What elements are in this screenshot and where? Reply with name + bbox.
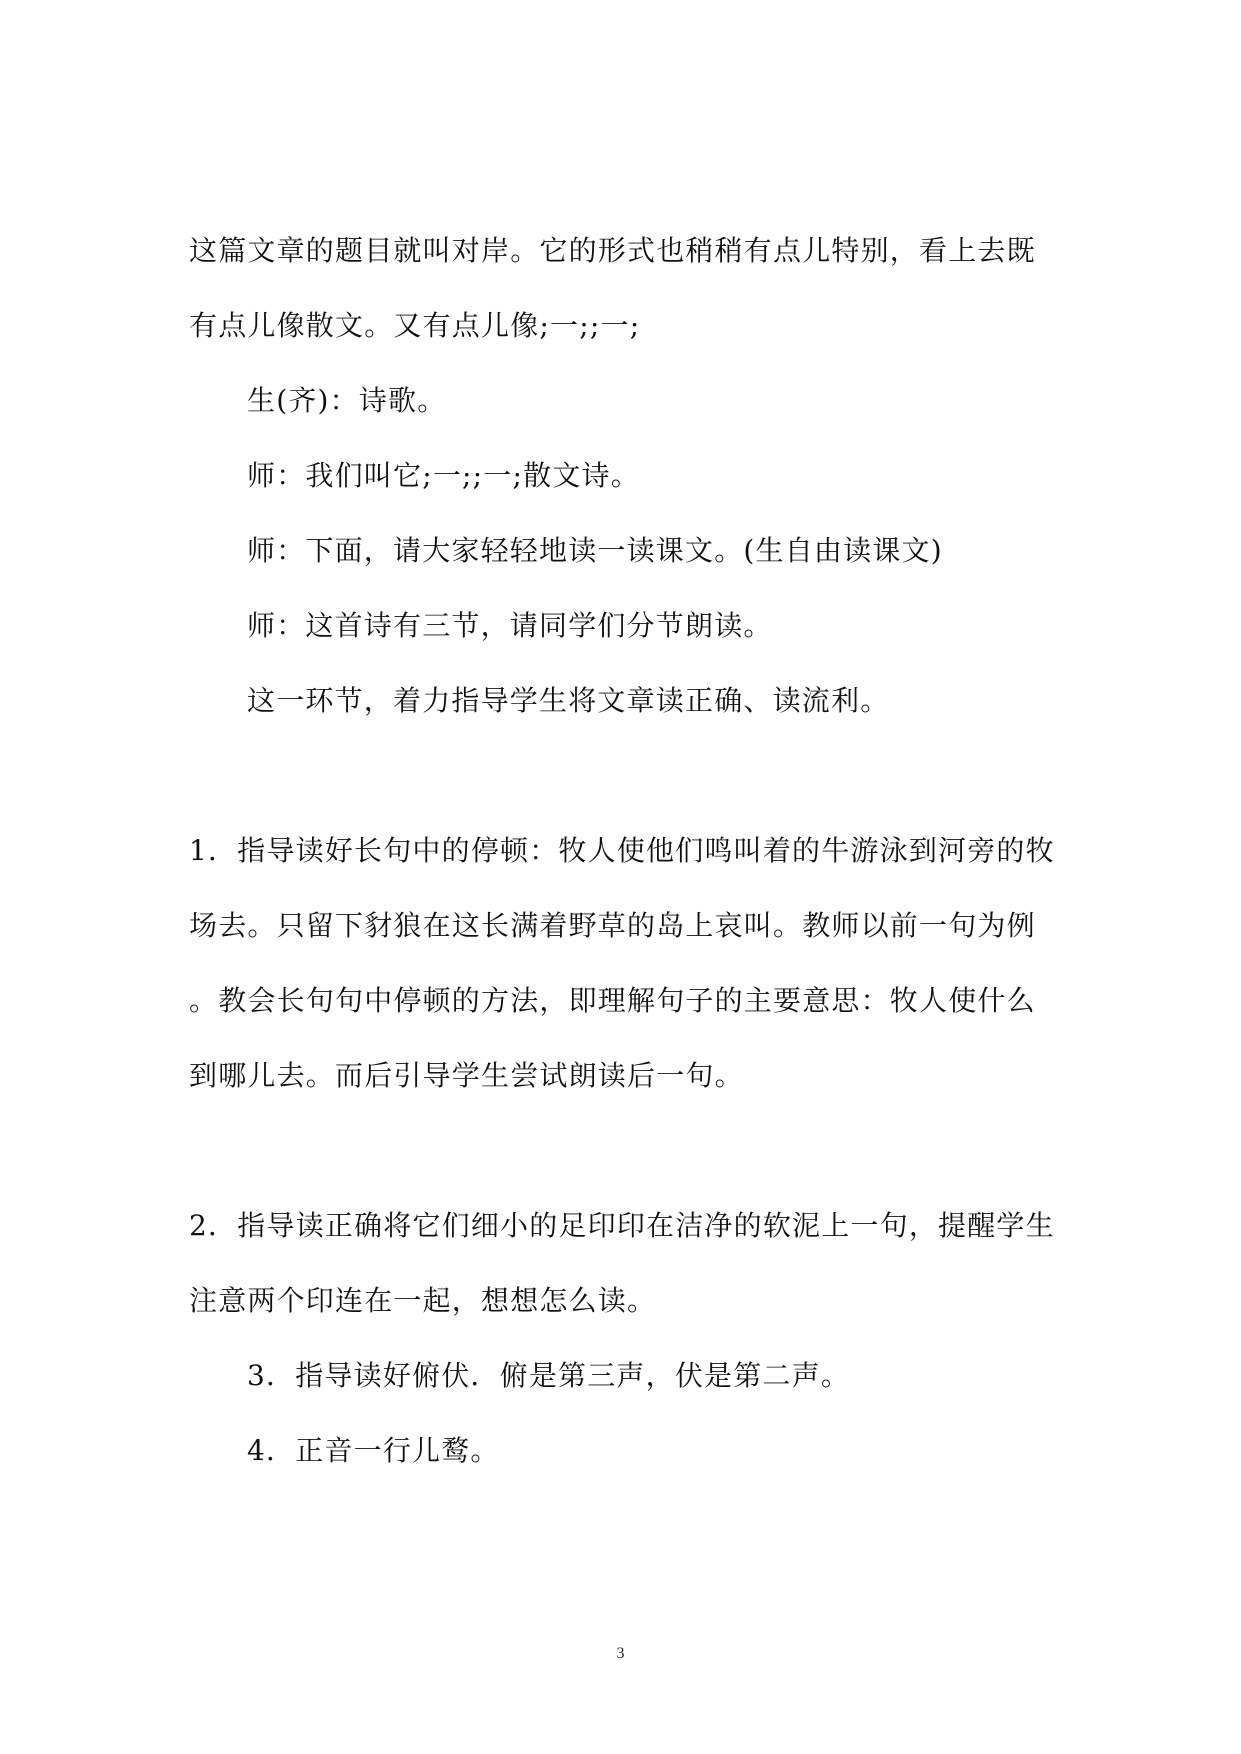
paragraph-line: 师：这首诗有三节，请同学们分节朗读。 (247, 609, 773, 642)
paragraph-line: 这一环节，着力指导学生将文章读正确、读流利。 (247, 684, 890, 717)
list-item-line: 4．正音一行儿鹜。 (247, 1434, 500, 1467)
paragraph-line: 师：下面，请大家轻轻地读一读课文。(生自由读课文) (247, 534, 943, 567)
list-item-line: 场去。只留下豺狼在这长满着野草的岛上哀叫。教师以前一句为例 (189, 909, 1036, 942)
paragraph-line: 生(齐)：诗歌。 (247, 384, 447, 417)
list-item-line: 。教会长句句中停顿的方法，即理解句子的主要意思：牧人使什么 (189, 984, 1036, 1017)
list-item-line: 3．指导读好俯伏．俯是第三声，伏是第二声。 (247, 1359, 851, 1392)
paragraph-line: 师：我们叫它;一;;一;散文诗。 (247, 459, 640, 492)
list-item-line: 1．指导读好长句中的停顿：牧人使他们鸣叫着的牛游泳到河旁的牧 (189, 834, 1055, 867)
list-item-line: 注意两个印连在一起，想想怎么读。 (189, 1284, 657, 1317)
paragraph-line: 这篇文章的题目就叫对岸。它的形式也稍稍有点儿特别，看上去既 (189, 234, 1036, 267)
list-item-line: 2．指导读正确将它们细小的足印印在洁净的软泥上一句，提醒学生 (189, 1209, 1055, 1242)
paragraph-line: 有点儿像散文。又有点儿像;一;;一; (189, 309, 641, 342)
page-number: 3 (616, 1645, 625, 1662)
list-item-line: 到哪儿去。而后引导学生尝试朗读后一句。 (189, 1059, 744, 1092)
